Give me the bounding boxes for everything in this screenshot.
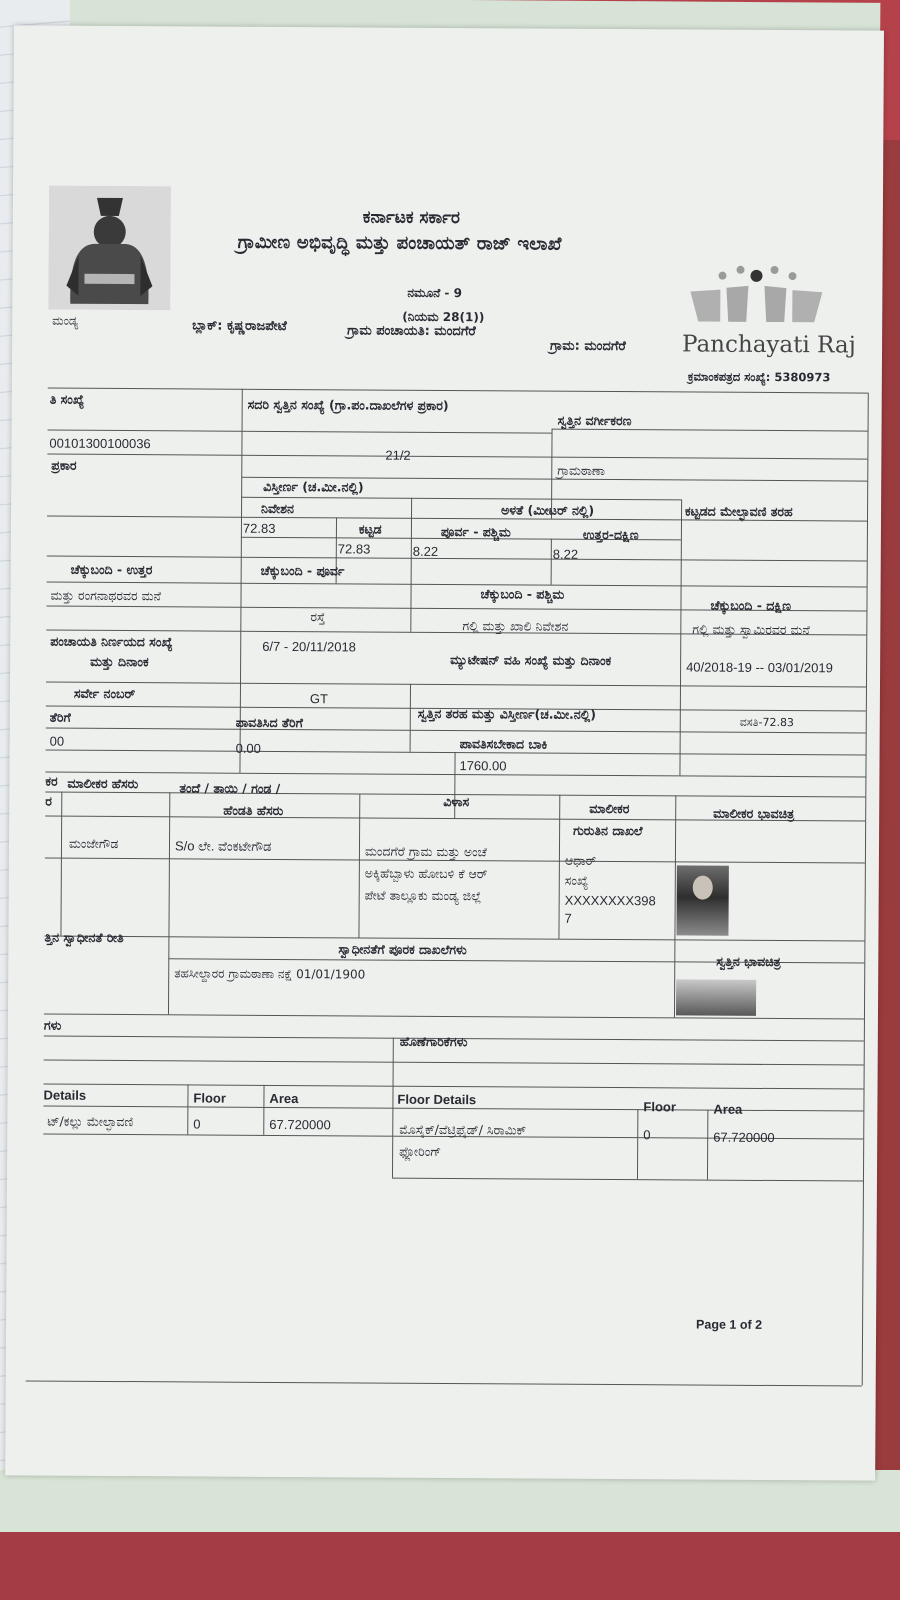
owner-serial-label-line2: ರ (45, 793, 52, 809)
department-title: ಗ್ರಾಮೀಣ ಅಭಿವೃದ್ಧಿ ಮತ್ತು ಪಂಚಾಯತ್ ರಾಜ್ ಇಲಾಖೆ (237, 231, 562, 255)
property-id-label: ತಿ ಸಂಖ್ಯೆ (49, 391, 85, 407)
address-line-3: ಪೇಟೆ ತಾಲ್ಲೂಕು ಮಂಡ್ಯ ಜಿಲ್ಲೆ (364, 887, 482, 904)
address-label: ವಿಳಾಸ (443, 793, 470, 810)
tax-paid-value: 0.00 (235, 740, 261, 756)
id-doc-number-suffix: 7 (564, 910, 572, 926)
north-south-label: ಉತ್ತರ-ದಕ್ಷಿಣ (582, 526, 639, 543)
owner-serial-label: ಕರ (45, 773, 58, 789)
village-name: ಗ್ರಾಮ: ಮಂದಗೆರೆ (550, 338, 626, 355)
tax-due-value: 1760.00 (459, 758, 507, 774)
panchayati-raj-logo-text: Panchayati Raj (681, 331, 856, 359)
property-table (5, 25, 884, 1480)
mutation-label: ಮ್ಯುಟೇಷನ್ ವಹಿ ಸಂಖ್ಯೆ ಮತ್ತು ದಿನಾಂಕ (450, 652, 612, 669)
classification-value: ಗ್ರಾಮಠಾಣಾ (557, 462, 606, 478)
survey-value: GT (309, 691, 329, 707)
survey-label: ಸರ್ವೇ ನಂಬರ್ (73, 685, 136, 702)
roof-type-label: ಕಟ್ಟಡದ ಮೇಲ್ಛಾವಣಿ ತರಹ (685, 503, 793, 520)
owner-name-label: ಮಾಲೀಕರ ಹೆಸರು (67, 775, 139, 792)
area-label-right: Area (713, 1101, 743, 1117)
area-label-left: Area (269, 1090, 299, 1107)
supporting-docs-label: ಸ್ವಾಧೀನತೆಗೆ ಪೂರಕ ದಾಖಲೆಗಳು (338, 941, 467, 958)
floor-details-value-right-line2: ಫ್ಲೋರಿಂಗ್ (399, 1143, 442, 1159)
background-bottom (0, 1532, 900, 1600)
id-doc-label-line2: ಗುರುತಿನ ದಾಖಲೆ (573, 822, 643, 839)
resolution-label-line2: ಮತ್ತು ದಿನಾಂಕ (90, 653, 149, 670)
tax-due-label: ಪಾವತಿಸಬೇಕಾದ ಬಾಕಿ (459, 736, 548, 752)
resolution-label: ಪಂಚಾಯತಿ ನಿರ್ಣಯದ ಸಂಖ್ಯೆ (50, 633, 173, 650)
boundary-south-value: ಗಲ್ಲಿ ಮತ್ತು ಸ್ವಾಮಿರವರ ಮನೆ (692, 621, 810, 638)
boundary-east-label: ಚೆಕ್ಕುಬಂದಿ - ಪೂರ್ವ (260, 562, 345, 579)
relation-label-line2: ಹೆಂಡತಿ ಹೆಸರು (223, 802, 284, 819)
area-value-right: 67.720000 (713, 1129, 775, 1146)
east-west-label: ಪೂರ್ವ - ಪಶ್ಚಿಮ (440, 523, 511, 540)
government-title: ಕರ್ನಾಟಕ ಸರ್ಕಾರ (362, 207, 460, 229)
relation-value: S/o ಲೇ. ವೆಂಕಟೇಗೌಡ (174, 838, 272, 854)
site-label: ನಿವೇಶನ (261, 500, 294, 517)
emblem-caption: ಮಂಡ್ಯ (52, 313, 79, 328)
supporting-docs-value: ತಹಸೀಲ್ದಾರರ ಗ್ರಾಮಠಾಣಾ ನಕ್ಷೆ 01/01/1900 (174, 966, 366, 982)
liabilities-left-label: ಗಳು (43, 1017, 62, 1033)
gram-panchayat-name: ಗ್ರಾಮ ಪಂಚಾಯತಿ: ಮಂದಗೆರೆ (347, 323, 476, 340)
floor-label-left: Floor (193, 1090, 227, 1106)
mutation-value: 40/2018-19 -- 03/01/2019 (686, 659, 833, 676)
owner-photo (676, 865, 728, 935)
asset-type-value: ವಸತಿ-72.83 (739, 715, 795, 730)
classification-label: ಸ್ವತ್ತಿನ ವರ್ಗೀಕರಣ (557, 412, 632, 429)
boundary-north-value: ಮತ್ತು ರಂಗನಾಥರವರ ಮನೆ (50, 587, 162, 604)
form-number: ನಮೂನೆ - 9 (407, 285, 463, 301)
boundary-north-label: ಚೆಕ್ಕುಬಂದಿ - ಉತ್ತರ (70, 561, 153, 578)
boundary-south-label: ಚೆಕ್ಕುಬಂದಿ - ದಕ್ಷಿಣ (710, 597, 792, 614)
liabilities-label: ಹೊಣೆಗಾರಿಕೆಗಳು (399, 1033, 468, 1050)
boundary-west-label: ಚೆಕ್ಕುಬಂದಿ - ಪಶ್ಚಿಮ (480, 586, 565, 602)
building-area-value: 72.83 (337, 541, 371, 557)
asset-number-value: 21/2 (385, 447, 411, 463)
address-line-2: ಅಕ್ಕಿಹೆಬ್ಬಾಳು ಹೋಬಳಿ ಕೆ ಆರ್ (364, 865, 488, 882)
tax-demand-value: 00 (49, 733, 65, 749)
floor-details-label-left: Details (43, 1087, 87, 1103)
site-area-value: 72.83 (242, 520, 276, 536)
acquisition-label: ತ್ತಿನ ಸ್ವಾಧೀನತೆ ರೀತಿ (44, 929, 124, 946)
property-type-label: ಪ್ರಕಾರ (51, 457, 77, 473)
block-name: ಬ್ಲಾಕ್: ಕೃಷ್ಣರಾಜಪೇಟೆ (192, 318, 287, 335)
floor-details-label-right: Floor Details (397, 1091, 477, 1108)
boundary-west-value: ಗಲ್ಲಿ ಮತ್ತು ಖಾಲಿ ನಿವೇಶನ (462, 618, 569, 634)
north-south-value: 8.22 (552, 546, 579, 562)
floor-value-left: 0 (193, 1116, 201, 1132)
dimension-label: ಅಳತೆ (ಮೀಟರ್ ನಲ್ಲಿ) (501, 502, 595, 518)
tax-demand-label: ತೆರಿಗೆ (49, 709, 71, 725)
east-west-value: 8.22 (412, 543, 439, 559)
owner-name-value: ಮಂಜೇಗೌಡ (68, 835, 119, 851)
boundary-east-value: ರಸ್ತೆ (310, 609, 326, 625)
floor-details-value-left: ಟ್/ಕಲ್ಲು ಮೇಲ್ಛಾವಣಿ (47, 1113, 134, 1130)
tax-paid-label: ಪಾವತಿಸಿದ ತೆರಿಗೆ (235, 714, 303, 731)
asset-number-label: ಸದರಿ ಸ್ವತ್ತಿನ ಸಂಖ್ಯೆ (ಗ್ರಾ.ಪಂ.ದಾಖಲೆಗಳ ಪ್ರಕಾರ) (247, 396, 449, 414)
rule-number: (ನಿಯಮ 28(1)) (402, 309, 485, 325)
asset-photo-label: ಸ್ವತ್ತಿನ ಭಾವಚಿತ್ರ (716, 953, 781, 970)
certificate-number: ಕ್ರಮಾಂಕಪತ್ರದ ಸಂಖ್ಯೆ: 5380973 (687, 369, 831, 385)
building-label: ಕಟ್ಟಡ (358, 521, 382, 537)
id-doc-number: XXXXXXXX398 (564, 892, 656, 909)
area-label: ವಿಸ್ತೀರ್ಣ (ಚ.ಮೀ.ನಲ್ಲಿ) (263, 478, 364, 495)
floor-value-right: 0 (643, 1127, 651, 1143)
floor-details-value-right: ಮೊಸೈಕ್/ವೆಟ್ರಿಫೈಡ್/ ಸಿರಾಮಿಕ್ (399, 1121, 527, 1138)
id-doc-number-label: ಸಂಖ್ಯೆ (564, 872, 589, 888)
document-page (5, 25, 884, 1480)
asset-type-label: ಸ್ವತ್ತಿನ ತರಹ ಮತ್ತು ವಿಸ್ತೀರ್ಣ(ಚ.ಮೀ.ನಲ್ಲಿ) (417, 705, 596, 722)
floor-label-right: Floor (643, 1099, 676, 1115)
asset-photo (676, 979, 756, 1015)
address-line-1: ಮಂದಗೆರೆ ಗ್ರಾಮ ಮತ್ತು ಅಂಚೆ (364, 843, 487, 860)
resolution-value: 6/7 - 20/11/2018 (262, 638, 356, 655)
id-doc-type: ಆಧಾರ್ (564, 852, 597, 868)
owner-photo-label: ಮಾಲೀಕರ ಭಾವಚಿತ್ರ (713, 805, 795, 822)
id-doc-label: ಮಾಲೀಕರ (589, 800, 630, 817)
property-id-value: 00101300100036 (49, 435, 151, 452)
page-number: Page 1 of 2 (696, 1317, 763, 1332)
area-value-left: 67.720000 (269, 1116, 331, 1133)
relation-label: ತಂದೆ / ತಾಯಿ / ಗಂಡ / (179, 780, 281, 796)
